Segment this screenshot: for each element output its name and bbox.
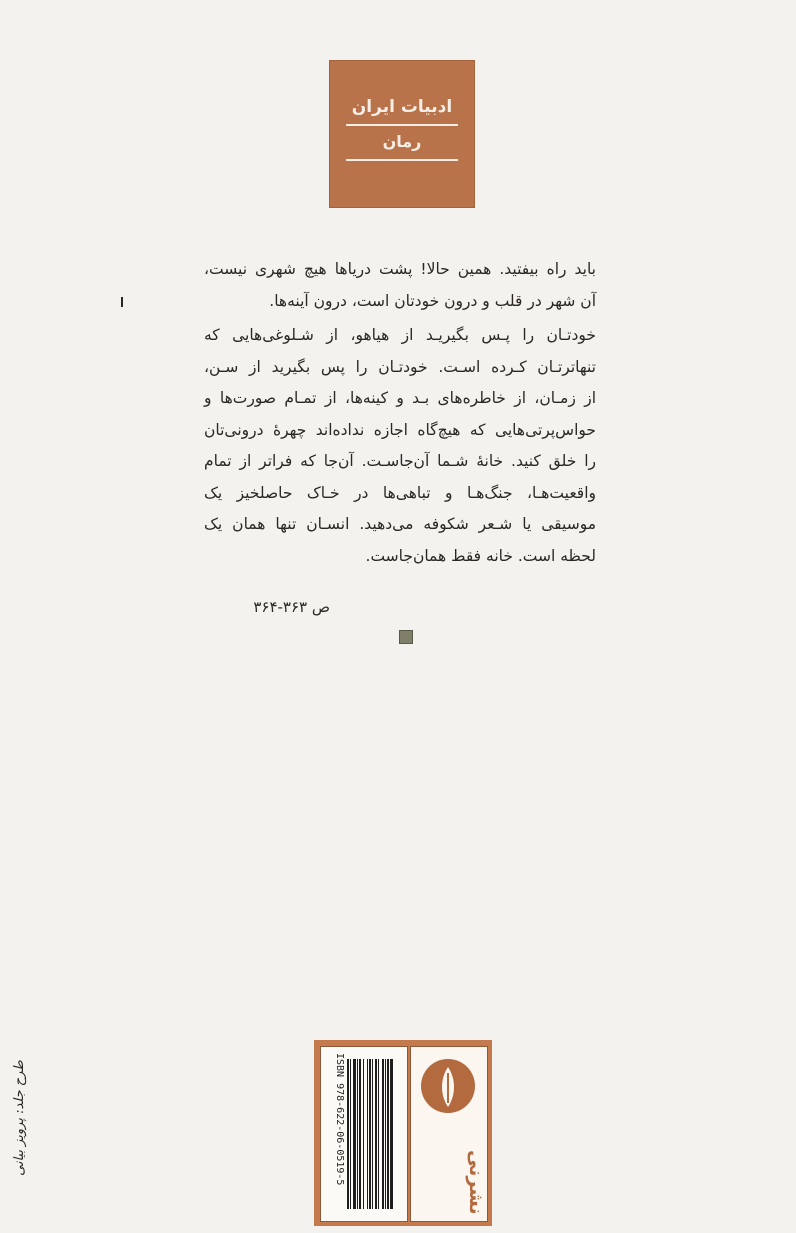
barcode-bar: [353, 1059, 356, 1209]
series-label-box: [329, 60, 475, 208]
barcode-bars: [347, 1059, 393, 1209]
cover-designer-credit: طرح جلد: پرویز بیانی: [12, 1060, 27, 1176]
barcode-bar: [363, 1059, 364, 1209]
barcode-bar: [382, 1059, 384, 1209]
barcode-bar: [375, 1059, 377, 1209]
barcode-bar: [357, 1059, 358, 1209]
publisher-name: نشرنی: [465, 1150, 487, 1215]
blurb-line: تنهاترتـان کـرده اسـت. خودتـان را پس بگیرید از سـن،: [204, 357, 596, 376]
blurb-paragraph: [204, 254, 596, 317]
publisher-logo-block: [410, 1046, 488, 1222]
barcode-bar: [369, 1059, 371, 1209]
publisher-panel: [314, 1040, 492, 1226]
blurb-line: موسیقی یا شـعر شکوفه می‌دهید. انسـان تنها همان یک: [204, 515, 596, 533]
blurb-text: [204, 254, 596, 572]
ornament-square: [399, 630, 413, 644]
blurb-line: را خلق کنید. خانهٔ شـما آن‌جاسـت. آن‌جا که فراتر از تمام: [204, 452, 596, 470]
blurb-line: آن شهر در قلب و درون خودتان است، درون آینه‌ها.: [269, 291, 596, 310]
blurb-paragraph: [204, 320, 596, 572]
barcode-bar: [367, 1059, 368, 1209]
publisher-logo-icon: [421, 1059, 475, 1113]
blurb-line: حواس‌پرتی‌هایی که هیچ‌گاه اجازه نداده‌اند چهرهٔ درونی‌تان: [204, 420, 596, 439]
series-divider: [346, 159, 458, 161]
series-divider: [346, 124, 458, 126]
blurb-line: باید راه بیفتید. همین حالا! پشت دریاها هیچ شهری نیست،: [204, 260, 596, 278]
barcode-bar: [359, 1059, 361, 1209]
barcode-bar: [347, 1059, 349, 1209]
isbn-text: ISBN 978-622-06-0519-5: [334, 1053, 345, 1186]
blurb-line: خودتـان را پـس بگیریـد از هیاهو، از شـلوغی‌هایی که: [204, 326, 596, 344]
barcode-bar: [350, 1059, 351, 1209]
barcode-bar: [387, 1059, 389, 1209]
barcode-bar: [390, 1059, 393, 1209]
blurb-line: واقعیت‌هـا، جنگ‌هـا و تباهی‌ها در خـاک حاصلخیز یک: [204, 483, 596, 502]
series-title: ادبیات ایران: [351, 97, 453, 117]
page-reference: ص ۳۶۳-۳۶۴: [253, 598, 330, 616]
edge-mark: [121, 297, 123, 307]
barcode-bar: [378, 1059, 379, 1209]
barcode-block: [320, 1046, 408, 1222]
blurb-line: از زمـان، از خاطره‌های بـد و کینه‌ها، از تمـام صورت‌ها و: [204, 389, 596, 407]
barcode-bar: [385, 1059, 386, 1209]
series-genre: رمان: [382, 132, 422, 151]
blurb-line: لحظه است. خانه فقط همان‌جاست.: [365, 546, 596, 565]
leaf-icon: [421, 1059, 475, 1113]
barcode-bar: [372, 1059, 373, 1209]
